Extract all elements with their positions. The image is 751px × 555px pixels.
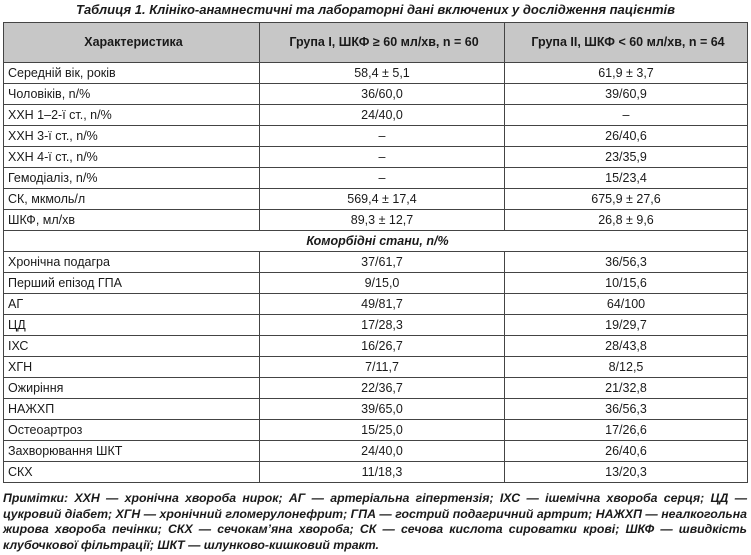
- group-1-value: 11/18,3: [260, 462, 505, 483]
- row-label: АГ: [4, 294, 260, 315]
- row-label: ХХН 4-ї ст., n/%: [4, 147, 260, 168]
- row-label: ХГН: [4, 357, 260, 378]
- table-row: [4, 441, 748, 462]
- group-2-value: 64/100: [505, 294, 748, 315]
- table-row: [4, 294, 748, 315]
- group-1-value: –: [260, 168, 505, 189]
- table-row: [4, 252, 748, 273]
- row-label: ЦД: [4, 315, 260, 336]
- group-1-value: –: [260, 147, 505, 168]
- table-row: [4, 462, 748, 483]
- row-label: НАЖХП: [4, 399, 260, 420]
- group-1-value: 36/60,0: [260, 84, 505, 105]
- group-1-value: 9/15,0: [260, 273, 505, 294]
- row-label: Перший епізод ГПА: [4, 273, 260, 294]
- group-1-value: 17/28,3: [260, 315, 505, 336]
- table-row: [4, 420, 748, 441]
- group-2-value: 675,9 ± 27,6: [505, 189, 748, 210]
- group-2-value: 15/23,4: [505, 168, 748, 189]
- group-2-value: 13/20,3: [505, 462, 748, 483]
- group-1-value: 49/81,7: [260, 294, 505, 315]
- row-label: Чоловіків, n/%: [4, 84, 260, 105]
- table-row: [4, 273, 748, 294]
- group-2-value: 61,9 ± 3,7: [505, 63, 748, 84]
- group-1-value: 15/25,0: [260, 420, 505, 441]
- group-2-value: 36/56,3: [505, 252, 748, 273]
- table-row: [4, 147, 748, 168]
- table-row: [4, 210, 748, 231]
- header-group-2: Група II, ШКФ < 60 мл/хв, n = 64: [505, 23, 748, 63]
- table-row: [4, 168, 748, 189]
- group-1-value: 39/65,0: [260, 399, 505, 420]
- group-1-value: –: [260, 126, 505, 147]
- group-2-value: –: [505, 105, 748, 126]
- row-label: ІХС: [4, 336, 260, 357]
- table-caption: Таблиця 1. Клініко-анамнестичні та лабораторні дані включених у дослідження пацієнтів: [76, 2, 675, 17]
- table-row: [4, 105, 748, 126]
- table-row: [4, 378, 748, 399]
- header-row: [4, 23, 748, 63]
- row-label: ХХН 3-ї ст., n/%: [4, 126, 260, 147]
- group-2-value: 26/40,6: [505, 126, 748, 147]
- group-2-value: 28/43,8: [505, 336, 748, 357]
- row-label: Ожиріння: [4, 378, 260, 399]
- group-1-value: 569,4 ± 17,4: [260, 189, 505, 210]
- table-row: [4, 336, 748, 357]
- table-row: [4, 63, 748, 84]
- group-2-value: 21/32,8: [505, 378, 748, 399]
- section-title-comorbid: Коморбідні стани, n/%: [4, 231, 748, 252]
- group-2-value: 26/40,6: [505, 441, 748, 462]
- row-label: ШКФ, мл/хв: [4, 210, 260, 231]
- table-body: [4, 63, 748, 483]
- table-header: [4, 23, 748, 63]
- group-2-value: 23/35,9: [505, 147, 748, 168]
- group-2-value: 26,8 ± 9,6: [505, 210, 748, 231]
- header-characteristic: Характеристика: [4, 23, 260, 63]
- table-row: [4, 315, 748, 336]
- group-1-value: 16/26,7: [260, 336, 505, 357]
- row-label: Захворювання ШКТ: [4, 441, 260, 462]
- group-1-value: 58,4 ± 5,1: [260, 63, 505, 84]
- row-label: Остеоартроз: [4, 420, 260, 441]
- group-2-value: 39/60,9: [505, 84, 748, 105]
- patient-data-table: [3, 22, 748, 483]
- row-label: Хронічна подагра: [4, 252, 260, 273]
- group-1-value: 24/40,0: [260, 441, 505, 462]
- row-label: Середній вік, років: [4, 63, 260, 84]
- row-label: Гемодіаліз, n/%: [4, 168, 260, 189]
- group-2-value: 8/12,5: [505, 357, 748, 378]
- table-row: [4, 399, 748, 420]
- group-1-value: 24/40,0: [260, 105, 505, 126]
- table-row: [4, 189, 748, 210]
- table-notes: Примітки: ХХН — хронічна хвороба нирок; АГ — артеріальна гіпертензія; ІХС — ішемічна хвороба серця; ЦД — цукровий діабет; ХГН — хронічний гломерулонефрит; ГПА — гострий подагричний артрит; НАЖХП — неалкогольна жирова хвороба печінки; СКХ — сечокам’яна хвороба; СК — сечова кислота сироватки крові; ШКФ — швидкість клубочкової фільтрації; ШКТ — шлунково-кишковий тракт.: [3, 491, 747, 552]
- table-row: [4, 84, 748, 105]
- group-2-value: 19/29,7: [505, 315, 748, 336]
- group-2-value: 10/15,6: [505, 273, 748, 294]
- table-row: [4, 126, 748, 147]
- group-1-value: 7/11,7: [260, 357, 505, 378]
- table-row: [4, 357, 748, 378]
- section-row: [4, 231, 748, 252]
- group-1-value: 37/61,7: [260, 252, 505, 273]
- group-1-value: 22/36,7: [260, 378, 505, 399]
- group-1-value: 89,3 ± 12,7: [260, 210, 505, 231]
- row-label: ХХН 1–2-ї ст., n/%: [4, 105, 260, 126]
- group-2-value: 17/26,6: [505, 420, 748, 441]
- row-label: СК, мкмоль/л: [4, 189, 260, 210]
- group-2-value: 36/56,3: [505, 399, 748, 420]
- row-label: СКХ: [4, 462, 260, 483]
- header-group-1: Група I, ШКФ ≥ 60 мл/хв, n = 60: [260, 23, 505, 63]
